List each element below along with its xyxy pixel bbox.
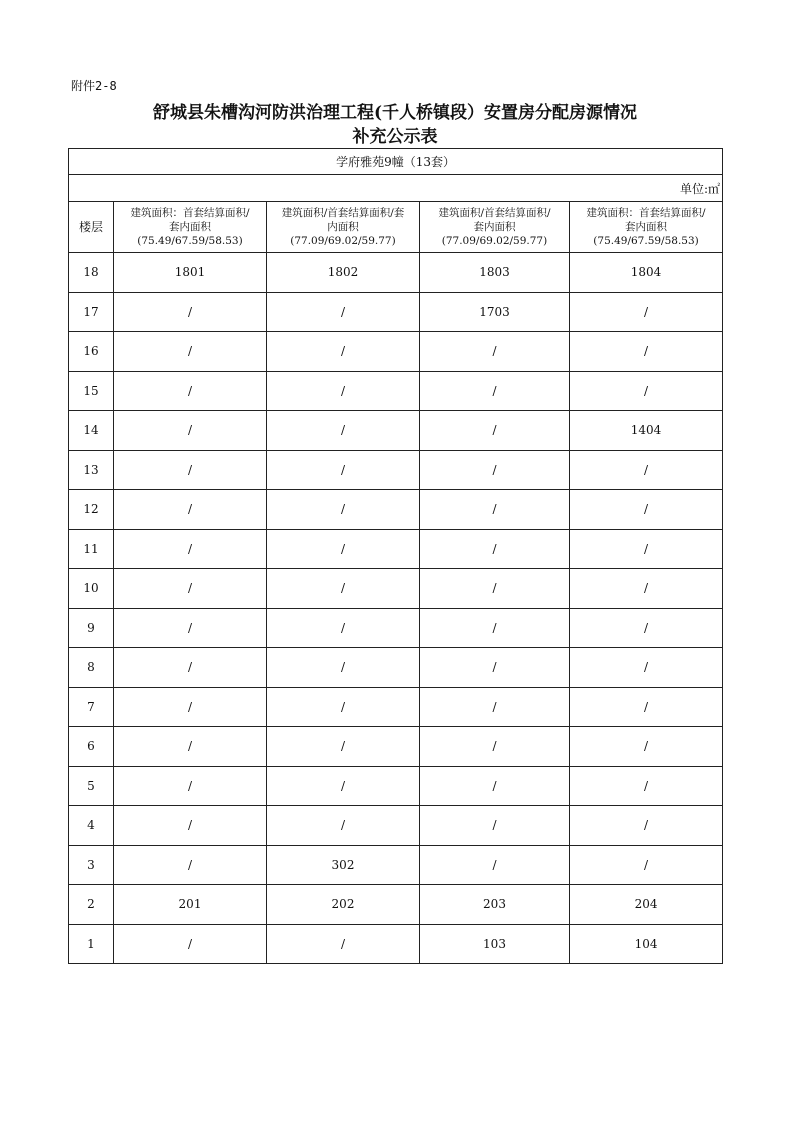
unit-cell: / bbox=[267, 411, 420, 451]
unit-cell: 302 bbox=[267, 845, 420, 885]
unit-cell: / bbox=[420, 845, 570, 885]
table-row bbox=[69, 292, 723, 332]
unit-cell: / bbox=[570, 450, 723, 490]
unit-cell: / bbox=[114, 608, 267, 648]
unit-cell: / bbox=[570, 529, 723, 569]
table-row bbox=[69, 529, 723, 569]
column-header-line: 建筑面积：首套结算面积/ bbox=[586, 207, 706, 219]
document-title: 舒城县朱槽沟河防洪治理工程(千人桥镇段）安置房分配房源情况 bbox=[152, 103, 638, 123]
unit-cell: / bbox=[570, 806, 723, 846]
column-header bbox=[420, 202, 570, 253]
unit-cell: / bbox=[114, 569, 267, 609]
building-title: 学府雅苑9幢（13套） bbox=[69, 149, 723, 175]
floor-header: 楼层 bbox=[69, 202, 114, 253]
table-row bbox=[69, 727, 723, 767]
column-header-line: 建筑面积/首套结算面积/套 bbox=[281, 207, 405, 219]
floor-cell: 10 bbox=[69, 569, 114, 609]
unit-cell: / bbox=[267, 529, 420, 569]
unit-cell: / bbox=[267, 450, 420, 490]
unit-cell: / bbox=[570, 687, 723, 727]
table-row bbox=[69, 253, 723, 293]
housing-allocation-table bbox=[68, 148, 723, 964]
unit-cell: / bbox=[267, 727, 420, 767]
floor-cell: 5 bbox=[69, 766, 114, 806]
floor-cell: 3 bbox=[69, 845, 114, 885]
table-row bbox=[69, 411, 723, 451]
floor-cell: 17 bbox=[69, 292, 114, 332]
unit-cell: / bbox=[570, 845, 723, 885]
unit-cell: 1803 bbox=[420, 253, 570, 293]
unit-cell: / bbox=[267, 292, 420, 332]
unit-cell: / bbox=[420, 490, 570, 530]
unit-cell: / bbox=[420, 727, 570, 767]
column-header-line: 建筑面积：首套结算面积/ bbox=[130, 207, 250, 219]
unit-cell: / bbox=[114, 450, 267, 490]
unit-cell: 1404 bbox=[570, 411, 723, 451]
floor-cell: 18 bbox=[69, 253, 114, 293]
unit-cell: 204 bbox=[570, 885, 723, 925]
unit-cell: 1703 bbox=[420, 292, 570, 332]
unit-cell: / bbox=[570, 371, 723, 411]
table-row bbox=[69, 924, 723, 964]
unit-cell: / bbox=[114, 845, 267, 885]
unit-cell: / bbox=[114, 490, 267, 530]
unit-cell: / bbox=[114, 648, 267, 688]
unit-cell: 203 bbox=[420, 885, 570, 925]
floor-cell: 9 bbox=[69, 608, 114, 648]
column-header bbox=[570, 202, 723, 253]
unit-cell: / bbox=[267, 332, 420, 372]
unit-cell: / bbox=[420, 766, 570, 806]
floor-cell: 15 bbox=[69, 371, 114, 411]
column-header bbox=[114, 202, 267, 253]
table-row bbox=[69, 569, 723, 609]
table-row bbox=[69, 490, 723, 530]
unit-cell: / bbox=[570, 292, 723, 332]
unit-cell: / bbox=[267, 490, 420, 530]
unit-label: 单位:㎡ bbox=[69, 175, 723, 202]
unit-cell: / bbox=[267, 687, 420, 727]
floor-cell: 4 bbox=[69, 806, 114, 846]
unit-cell: / bbox=[114, 292, 267, 332]
floor-cell: 12 bbox=[69, 490, 114, 530]
unit-cell: / bbox=[570, 608, 723, 648]
column-header-line: (77.09/69.02/59.77) bbox=[441, 235, 548, 247]
column-header-line: (75.49/67.59/58.53) bbox=[137, 235, 243, 247]
unit-cell: / bbox=[420, 450, 570, 490]
unit-cell: / bbox=[114, 332, 267, 372]
floor-cell: 11 bbox=[69, 529, 114, 569]
unit-cell: / bbox=[114, 924, 267, 964]
unit-cell: / bbox=[114, 411, 267, 451]
unit-cell: / bbox=[420, 529, 570, 569]
floor-cell: 1 bbox=[69, 924, 114, 964]
column-header-line: (77.09/69.02/59.77) bbox=[290, 235, 396, 247]
floor-cell: 13 bbox=[69, 450, 114, 490]
table-row bbox=[69, 766, 723, 806]
unit-cell: / bbox=[420, 608, 570, 648]
column-header-line: 建筑面积/首套结算面积/ bbox=[438, 207, 551, 219]
floor-cell: 6 bbox=[69, 727, 114, 767]
unit-cell: 1801 bbox=[114, 253, 267, 293]
floor-cell: 14 bbox=[69, 411, 114, 451]
unit-cell: / bbox=[267, 608, 420, 648]
table-row bbox=[69, 885, 723, 925]
unit-cell: / bbox=[420, 569, 570, 609]
unit-cell: / bbox=[267, 371, 420, 411]
table-row bbox=[69, 845, 723, 885]
unit-cell: / bbox=[570, 766, 723, 806]
unit-cell: 202 bbox=[267, 885, 420, 925]
unit-cell: / bbox=[570, 490, 723, 530]
column-header-line: (75.49/67.59/58.53) bbox=[593, 235, 699, 247]
unit-cell: 103 bbox=[420, 924, 570, 964]
table-row bbox=[69, 608, 723, 648]
table-row bbox=[69, 371, 723, 411]
attachment-label: 附件2-8 bbox=[71, 79, 117, 93]
unit-cell: / bbox=[570, 332, 723, 372]
table-row bbox=[69, 332, 723, 372]
column-header-line: 套内面积 bbox=[625, 221, 668, 233]
unit-cell: / bbox=[570, 569, 723, 609]
unit-cell: / bbox=[114, 371, 267, 411]
table-row bbox=[69, 450, 723, 490]
column-header-line: 套内面积 bbox=[473, 221, 516, 233]
unit-cell: / bbox=[420, 411, 570, 451]
table-row bbox=[69, 648, 723, 688]
unit-cell: / bbox=[420, 806, 570, 846]
unit-cell: / bbox=[420, 371, 570, 411]
floor-cell: 7 bbox=[69, 687, 114, 727]
unit-cell: 1804 bbox=[570, 253, 723, 293]
table-row bbox=[69, 687, 723, 727]
column-header-line: 内面积 bbox=[327, 221, 359, 233]
column-header-line: 套内面积 bbox=[169, 221, 211, 233]
unit-cell: 104 bbox=[570, 924, 723, 964]
header-row bbox=[69, 202, 723, 253]
unit-cell: / bbox=[420, 332, 570, 372]
unit-cell: 1802 bbox=[267, 253, 420, 293]
unit-cell: / bbox=[267, 648, 420, 688]
unit-cell: / bbox=[267, 766, 420, 806]
unit-cell: / bbox=[267, 924, 420, 964]
floor-cell: 8 bbox=[69, 648, 114, 688]
unit-cell: / bbox=[267, 806, 420, 846]
unit-cell: / bbox=[570, 727, 723, 767]
unit-cell: / bbox=[420, 687, 570, 727]
unit-cell: / bbox=[114, 806, 267, 846]
unit-cell: / bbox=[114, 766, 267, 806]
unit-cell: / bbox=[267, 569, 420, 609]
floor-cell: 16 bbox=[69, 332, 114, 372]
floor-cell: 2 bbox=[69, 885, 114, 925]
unit-cell: / bbox=[114, 529, 267, 569]
unit-cell: / bbox=[114, 687, 267, 727]
unit-cell: / bbox=[570, 648, 723, 688]
unit-cell: / bbox=[114, 727, 267, 767]
unit-cell: / bbox=[420, 648, 570, 688]
unit-cell: 201 bbox=[114, 885, 267, 925]
table-row bbox=[69, 806, 723, 846]
document-subtitle: 补充公示表 bbox=[352, 127, 438, 147]
column-header bbox=[267, 202, 420, 253]
